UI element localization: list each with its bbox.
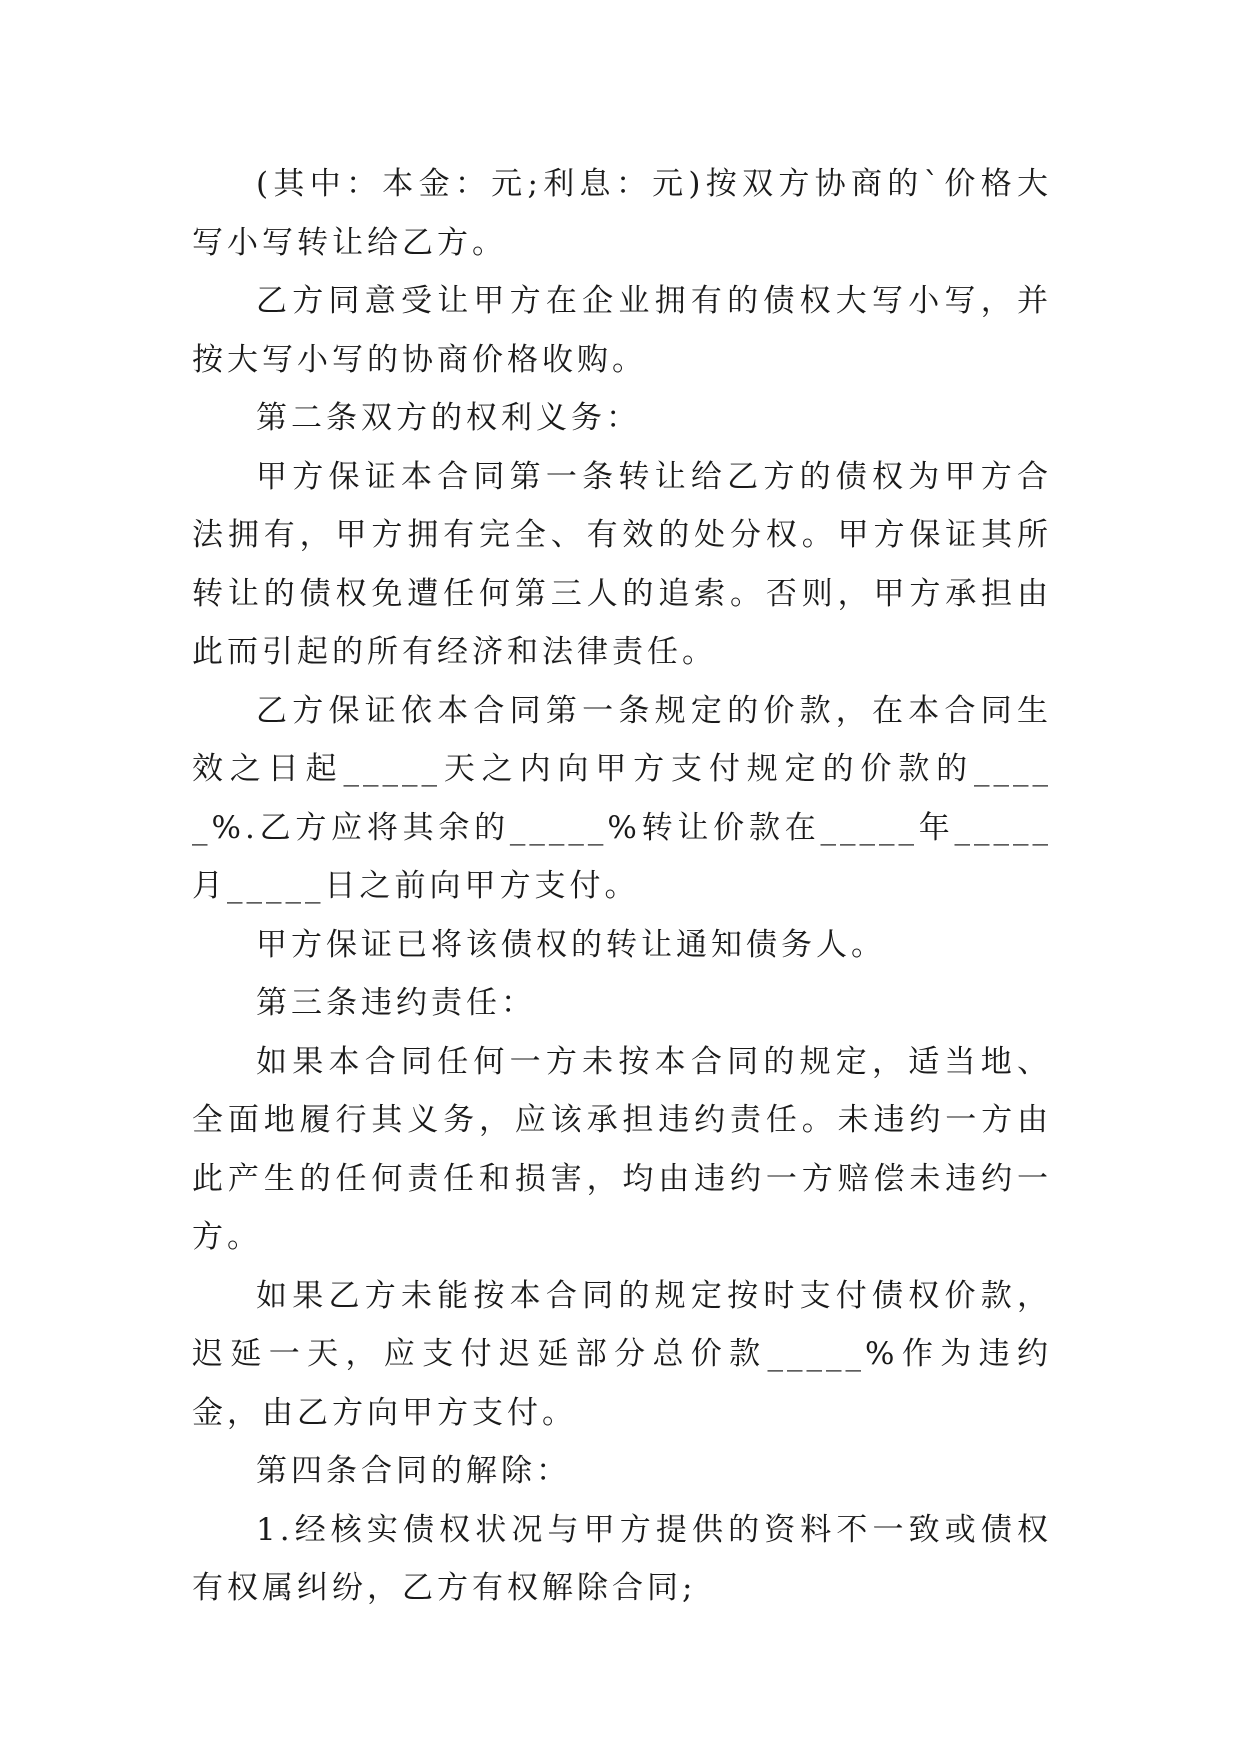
paragraph-acceptance: 乙方同意受让甲方在企业拥有的债权大写小写，并按大写小写的协商价格收购。: [192, 283, 1052, 378]
paragraph-late-payment: 如果乙方未能按本合同的规定按时支付债权价款，迟延一天，应支付迟延部分总价款_____%作为违约金，由乙方向甲方支付。: [192, 1277, 1052, 1431]
paragraph-breach-liability: 如果本合同任何一方未按本合同的规定，适当地、全面地履行其义务，应该承担违约责任。未违约一方由此产生的任何责任和损害，均由违约一方赔偿未违约一方。: [192, 1043, 1052, 1255]
paragraph-price-breakdown: (其中：本金：元;利息：元)按双方协商的`价格大写小写转让给乙方。: [192, 166, 1052, 261]
paragraph-payment-terms: 乙方保证依本合同第一条规定的价款，在本合同生效之日起_____天之内向甲方支付规定的价款的_____%.乙方应将其余的_____%转让价款在_____年_____月_____日之前向甲方支付。: [192, 692, 1052, 904]
section-heading-liability: 第三条违约责任：: [256, 985, 536, 1021]
paragraph-termination-clause-1: 1.经核实债权状况与甲方提供的资料不一致或债权有权属纠纷，乙方有权解除合同;: [192, 1511, 1052, 1606]
paragraph-debtor-notice: 甲方保证已将该债权的转让通知债务人。: [256, 926, 886, 963]
section-heading-termination: 第四条合同的解除：: [256, 1453, 571, 1489]
section-heading-rights-obligations: 第二条双方的权利义务：: [256, 400, 641, 436]
document-body: [192, 155, 1052, 1618]
paragraph-party-a-guarantee: 甲方保证本合同第一条转让给乙方的债权为甲方合法拥有，甲方拥有完全、有效的处分权。甲方保证其所转让的债权免遭任何第三人的追索。否则，甲方承担由此而引起的所有经济和法律责任。: [192, 458, 1052, 670]
